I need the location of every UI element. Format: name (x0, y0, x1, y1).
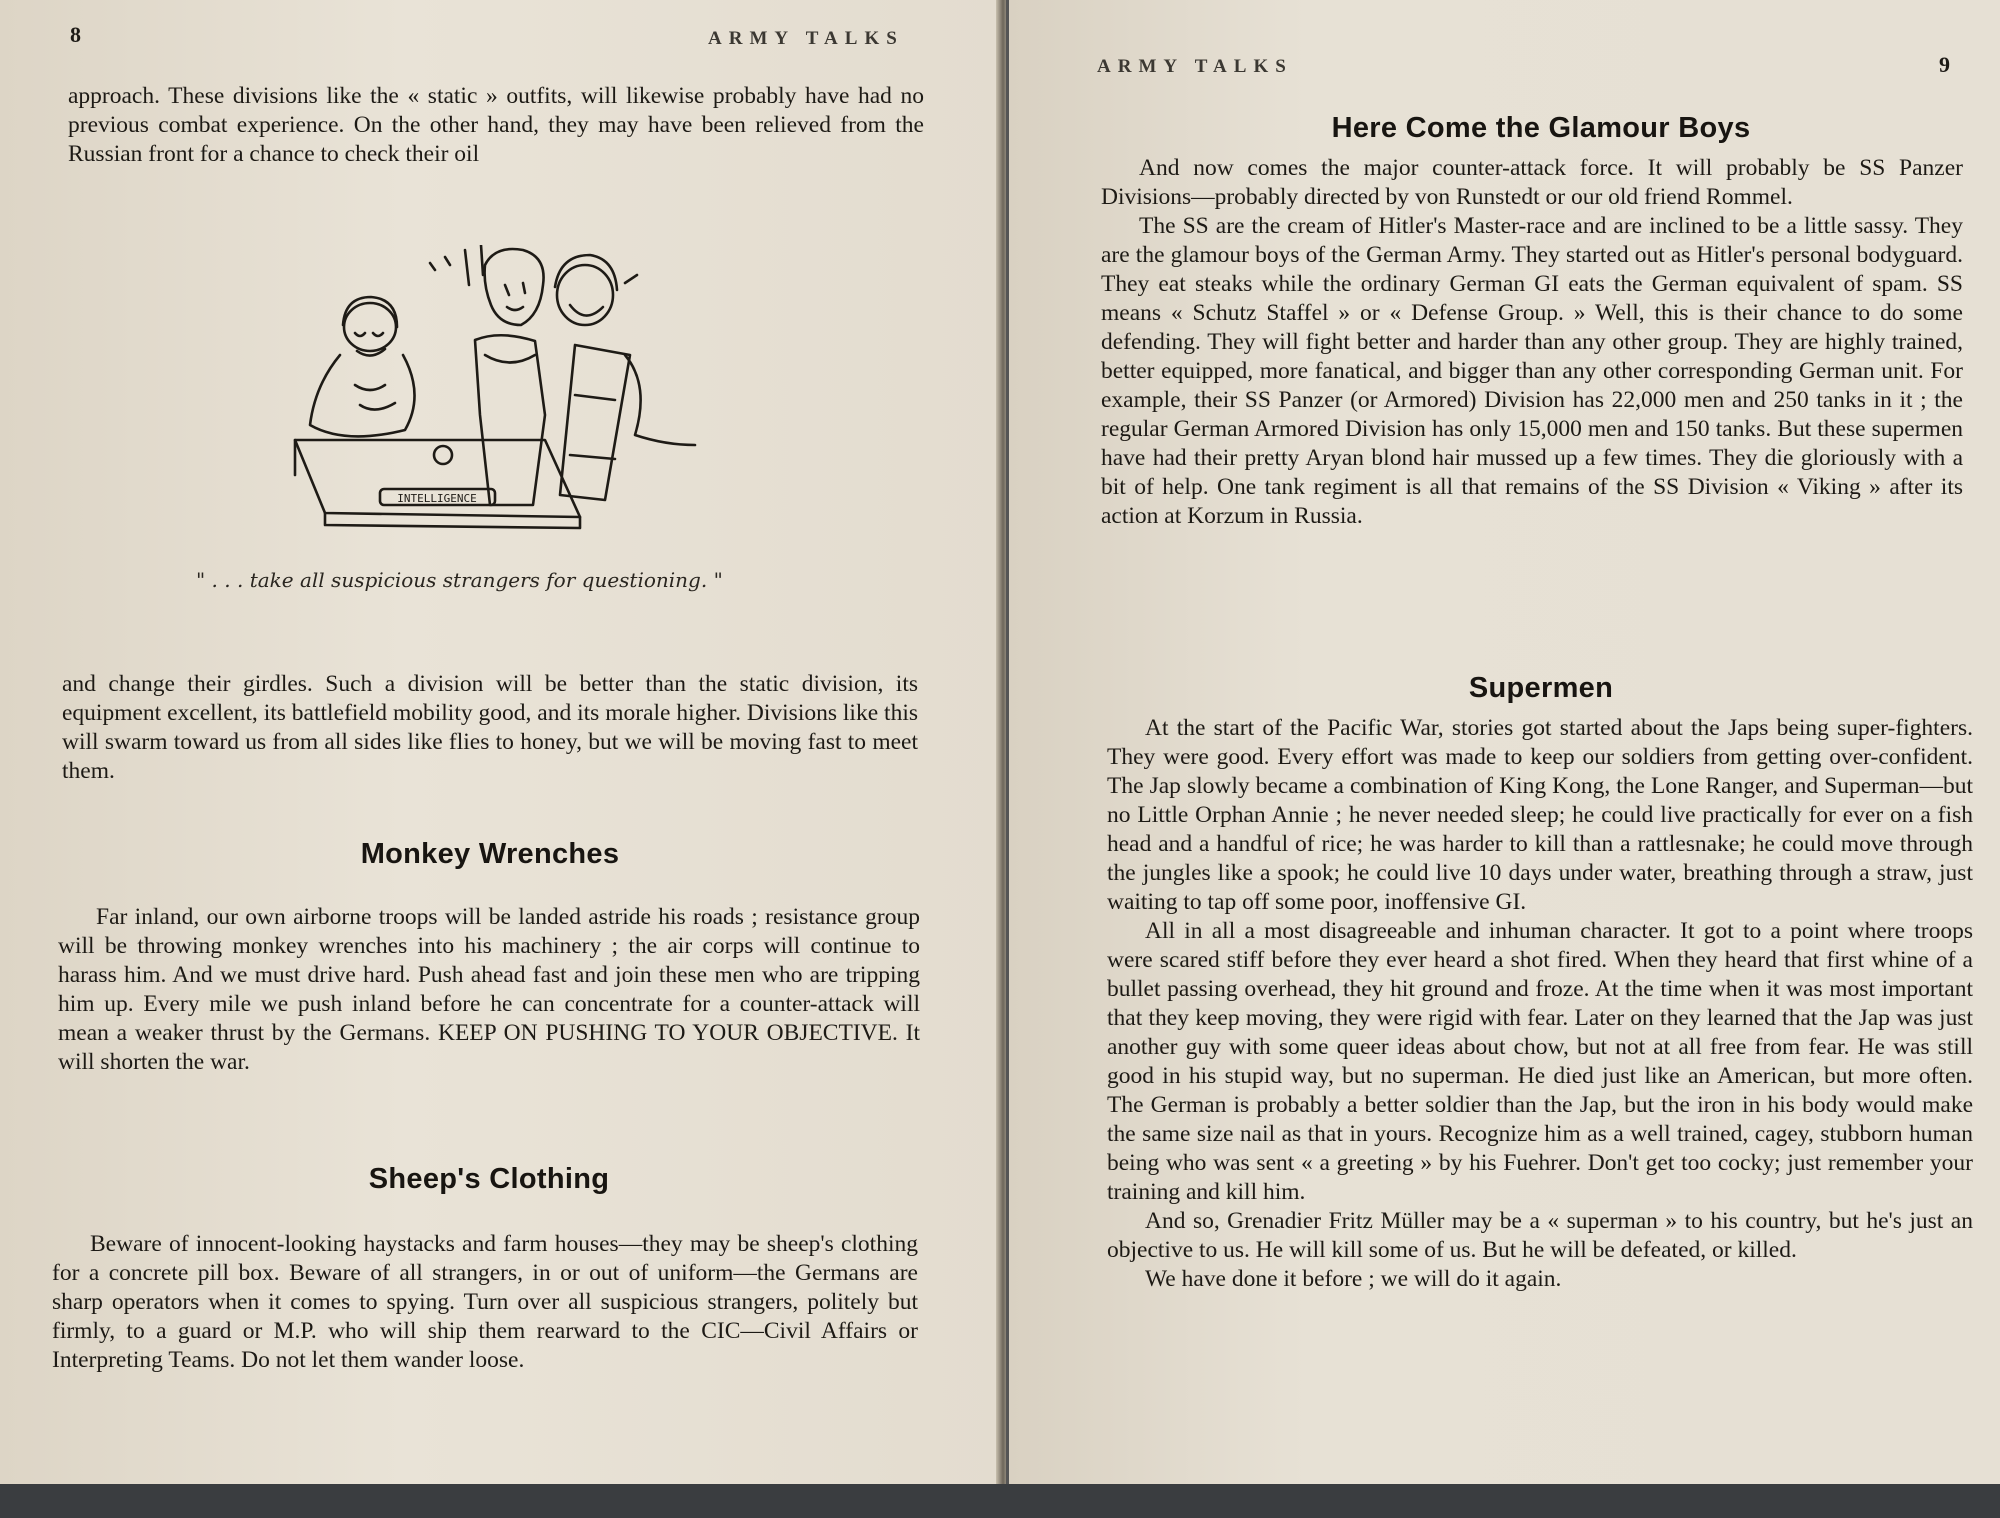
paragraph: And so, Grenadier Fritz Müller may be a « superman » to his country, but he's just an objective to us. He will kill some of us. But he will be defeated, or killed. (1107, 1208, 1973, 1263)
paragraph: At the start of the Pacific War, stories got started about the Japs being super-fighters. They were good. Every effort was made to keep our soldiers from getting over-confident. The Jap slowly became a combination of King Kong, the Lone Ranger, and Superman—but no Little Orphan Annie ; he never needed sleep; he could live practically for ever on a fish head and a handful of rice; he was harder to kill than a rattlesnake; he could move through the jungles like a spook; he could live 10 days under water, breathing through a straw, just waiting to tap off some poor, inoffensive GI. (1107, 715, 1973, 915)
paragraph: We have done it before ; we will do it again. (1145, 1266, 1562, 1292)
page-number: 8 (70, 22, 81, 47)
paragraph: The SS are the cream of Hitler's Master-race and are inclined to be a little sassy. They are the glamour boys of the German Army. They started out as Hitler's personal bodyguard. They eat steaks while the ordinary German GI eats the German equivalent of spam. SS means « Schutz Staffel » or « Defense Group. » Well, this is their chance to do some defending. They will fight better and harder than any other group. They are highly trained, better equipped, more fanatical, and bigger than any other corresponding German unit. For example, their SS Panzer (or Armored) Division has 22,000 men and 250 tanks in it ; the regular German Armored Division has only 15,000 men and 150 tanks. But these supermen have had their pretty Aryan blond hair mussed up a few times. They die gloriously with a bit of help. One tank regiment is all that remains of the SS Division « Viking » after its action at Korzum in Russia. (1101, 213, 1963, 529)
continued-paragraph (62, 670, 918, 786)
paragraph: All in all a most disagreeable and inhuman character. It got to a point where troops were scared stiff before they ever heard a shot fired. When they heard that first whine of a bullet passing overhead, they hit ground and froze. At the time when it was most important that they keep moving, they were rigid with fear. Later on they learned that the Jap was just another guy with some queer ideas about chow, but not at all free from fear. He was still good in his stupid way, but no superman. He died just like an American, but more often. The German is probably a better soldier than the Jap, but the iron in his body would make the same size nail as that in yours. Recognize him as a well trained, cagey, stubborn human being who was sent « a greeting » by his Fuehrer. Don't get too cocky; just remember your training and kill him. (1107, 918, 1973, 1205)
heading-glamour-boys: Here Come the Glamour Boys (1331, 112, 1751, 144)
paragraph: approach. These divisions like the « static » outfits, will likewise probably have had no previous combat experience. On the other hand, they may have been relieved from the Russian front for a chance to check their oil (68, 83, 924, 167)
running-head: ARMY TALKS (1097, 56, 1293, 77)
paragraph: Far inland, our own airborne troops will be landed astride his roads ; resistance group will be throwing monkey wrenches into his machinery ; the air corps will continue to harass him. And we must drive hard. Push ahead fast and join these men who are tripping him up. Every mile we push inland before he can concentrate for a counter-attack will mean a weaker thrust by the Germans. KEEP ON PUSHING TO YOUR OBJECTIVE. It will shorten the war. (58, 904, 920, 1075)
section-supermen (1107, 714, 1973, 1294)
right-page (1006, 0, 2000, 1518)
section-glamour-boys (1101, 154, 1963, 531)
paragraph: and change their girdles. Such a division will be better than the static division, its equipment excellent, its battlefield mobility good, and its morale higher. Divisions like this will swarm toward us from all sides like flies to honey, but we will be moving fast to meet them. (62, 671, 918, 784)
section-sheeps-clothing (52, 1230, 918, 1375)
intro-paragraph (68, 82, 924, 169)
running-head: ARMY TALKS (708, 28, 904, 49)
heading-sheeps-clothing: Sheep's Clothing (368, 1163, 610, 1195)
heading-supermen: Supermen (1468, 672, 1614, 704)
paragraph: Beware of innocent-looking haystacks and farm houses—they may be sheep's clothing for a concrete pill box. Beware of all strangers, in or out of uniform—the Germans are sharp operators when it comes to spying. Turn over all suspicious strangers, politely but firmly, to a guard or M.P. who will ship them rearward to the CIC—Civil Affairs or Interpreting Teams. Do not let them wander loose. (52, 1231, 918, 1373)
book-bottom-edge (0, 1484, 2000, 1518)
section-monkey-wrenches (58, 903, 920, 1077)
heading-monkey-wrenches: Monkey Wrenches (360, 838, 620, 870)
cartoon-desk-label: INTELLIGENCE (397, 492, 477, 505)
paragraph: And now comes the major counter-attack force. It will probably be SS Panzer Divisions—probably directed by von Runstedt or our old friend Rommel. (1101, 155, 1963, 210)
page-number: 9 (1939, 52, 1950, 77)
cartoon-caption: " . . . take all suspicious strangers for questioning. " (196, 568, 723, 592)
cartoon-illustration (285, 245, 730, 540)
